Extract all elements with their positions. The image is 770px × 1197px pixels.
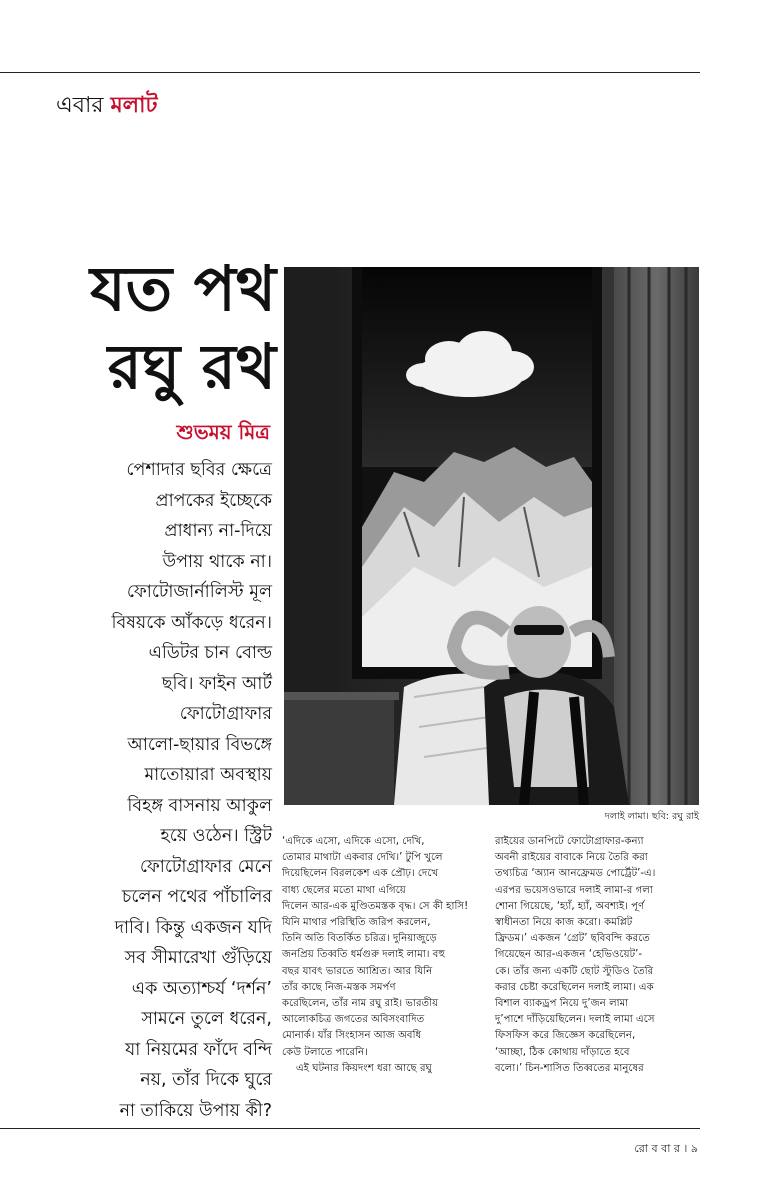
- body-line: কেউ টলাতে পারেনি।: [282, 1046, 368, 1058]
- body-column-1: [282, 834, 482, 1077]
- photo-illustration: [284, 267, 699, 805]
- body-line: বাধ্য ছেলের মতো মাথা এগিয়ে: [282, 884, 406, 896]
- body-line: ‘এদিকে এসো, এদিকে এসো, দেখি,: [282, 836, 425, 847]
- intro-line: মাতোয়ারা অবস্থায়: [144, 765, 272, 785]
- intro-line: সামনে তুলে ধরেন,: [141, 1009, 272, 1029]
- intro-line: না তাকিয়ে উপায় কী?: [119, 1100, 272, 1121]
- intro-line: বিষয়কে আঁকড়ে ধরেন।: [111, 612, 272, 633]
- body-line: এই ঘটনার কিয়দংশ ধরা আছে রঘু: [296, 1062, 432, 1074]
- body-line: দিলেন আর-এক মুণ্ডিতমস্তক বৃদ্ধ। সে কী হাসি!: [282, 900, 469, 912]
- intro-line: দাবি। কিন্তু একজন যদি: [114, 917, 272, 938]
- body-line: বছর যাবৎ ভারতে আশ্রিত। আর যিনি: [282, 965, 433, 977]
- intro-line: বিহঙ্গ বাসনায় আকুল: [127, 795, 272, 816]
- intro-line: ফোটোগ্রাফার: [179, 704, 272, 724]
- intro-line: এক অত্যাশ্চর্য ‘দর্শন’: [131, 978, 272, 999]
- body-line: করেছিলেন, তাঁর নাম রঘু রাই। ভারতীয়: [282, 998, 439, 1010]
- body-line: কে। তাঁর জন্য একটি ছোট স্টুডিও তৈরি: [495, 965, 654, 977]
- body-line: জনপ্রিয় তিব্বতি ধর্মগুরু দলাই লামা। বহু: [282, 949, 445, 961]
- section-prefix: এবার: [56, 93, 104, 118]
- intro-line: ফোটোজার্নালিস্ট মূল: [126, 582, 272, 602]
- intro-line: সব সীমারেখা গুঁড়িয়ে: [124, 948, 272, 968]
- intro-line: চলেন পথের পাঁচালির: [121, 887, 272, 907]
- intro-line: পেশাদার ছবির ক্ষেত্রে: [126, 460, 272, 480]
- body-line: তিনি অতি বিতর্কিত চরিত্র। দুনিয়াজুড়ে: [282, 933, 437, 945]
- intro-line: ফোটোগ্রাফার মেনে: [139, 856, 272, 877]
- section-label: [56, 88, 157, 125]
- body-line: দিয়েছিলেন বিরলকেশ এক প্রৌঢ়। দেখে: [282, 868, 439, 880]
- body-line: ফিসফিস করে জিজ্ঞেস করেছিলেন,: [495, 1030, 636, 1042]
- body-line: স্বাধীনতা নিয়ে কাজ করো। কমপ্লিট: [495, 917, 633, 929]
- body-line: গিয়েছেন আর-একজন ‘হেভিওয়েট’-: [495, 949, 643, 961]
- photograph-dalai-lama: [284, 267, 699, 805]
- body-line: মোনার্ক। যাঁর সিংহাসন আজ অবধি: [282, 1030, 422, 1042]
- headline: [56, 250, 276, 406]
- body-line: যিনি মাথার পরিস্থিতি জরিপ করলেন,: [282, 917, 431, 929]
- page-folio: রো ব বা র । ৯: [634, 1142, 698, 1155]
- body-line: করার চেষ্টা করেছিলেন দলাই লামা। এক: [495, 981, 654, 993]
- intro-line: প্রাধান্য না-দিয়ে: [164, 521, 272, 541]
- intro-line: আলো-ছায়ার বিভঙ্গে: [127, 734, 272, 755]
- body-line: বলো।’ চিন-শাসিত তিব্বতের মানুষের: [495, 1062, 644, 1074]
- intro-line: হয়ে ওঠেন। স্ট্রিট: [160, 826, 272, 846]
- intro-text: [60, 455, 272, 1126]
- intro-line: উপায় থাকে না।: [162, 551, 272, 572]
- body-line: অবনী রাইয়ের বাবাকে নিয়ে তৈরি করা: [495, 852, 648, 864]
- body-line: আলোকচিত্র জগতের অবিসংবাদিত: [282, 1014, 425, 1026]
- intro-line: যা নিয়মের ফাঁদে বন্দি: [125, 1039, 272, 1060]
- body-line: রাইয়ের ডানপিটে ফোটোগ্রাফার-কন্যা: [495, 836, 644, 847]
- body-line: তথ্যচিত্র ‘অ্যান আনফ্রেমড পোর্ট্রেট’-এ।: [495, 868, 656, 880]
- body-line: এরপর ভয়েসওভারে দলাই লামা-র গলা: [495, 884, 653, 896]
- headline-line-2: রঘু রথ: [107, 330, 276, 403]
- photo-caption: দলাই লামা। ছবি: রঘু রাই: [604, 811, 699, 822]
- body-line: তাঁর কাছে নিজ-মস্তক সমর্পণ: [282, 981, 396, 993]
- top-rule: [0, 72, 700, 73]
- body-line: বিশাল ব্যাকড্রপ নিয়ে দু’জন লামা: [495, 998, 629, 1010]
- headline-line-1: যত পথ: [89, 252, 276, 325]
- body-line: ‘আচ্ছা, ঠিক কোথায় দাঁড়াতে হবে: [495, 1046, 630, 1058]
- section-highlight: মলাট: [110, 93, 158, 118]
- body-line: তোমার মাথাটা একবার দেখি।’ টুপি খুলে: [282, 852, 443, 864]
- body-column-2: [495, 834, 700, 1077]
- bottom-rule: [0, 1128, 700, 1129]
- intro-line: প্রাপকের ইচ্ছেকে: [155, 490, 272, 511]
- intro-line: নয়, তাঁর দিকে ঘুরে: [140, 1070, 272, 1090]
- byline: শুভময় মিত্র: [176, 420, 270, 444]
- intro-line: ছবি। ফাইন আর্ট: [161, 673, 272, 694]
- body-line: ফ্রিডম।’ একজন ‘গ্রেট’ ছবিবন্দি করতে: [495, 933, 650, 945]
- intro-line: এডিটর চান বোল্ড: [148, 643, 272, 663]
- body-line: দু’পাশে দাঁড়িয়েছিলেন। দলাই লামা এসে: [495, 1014, 655, 1026]
- body-line: শোনা গিয়েছে, ‘হ্যাঁ, হ্যাঁ, অবশ্যই। পূর্ণ: [495, 900, 645, 912]
